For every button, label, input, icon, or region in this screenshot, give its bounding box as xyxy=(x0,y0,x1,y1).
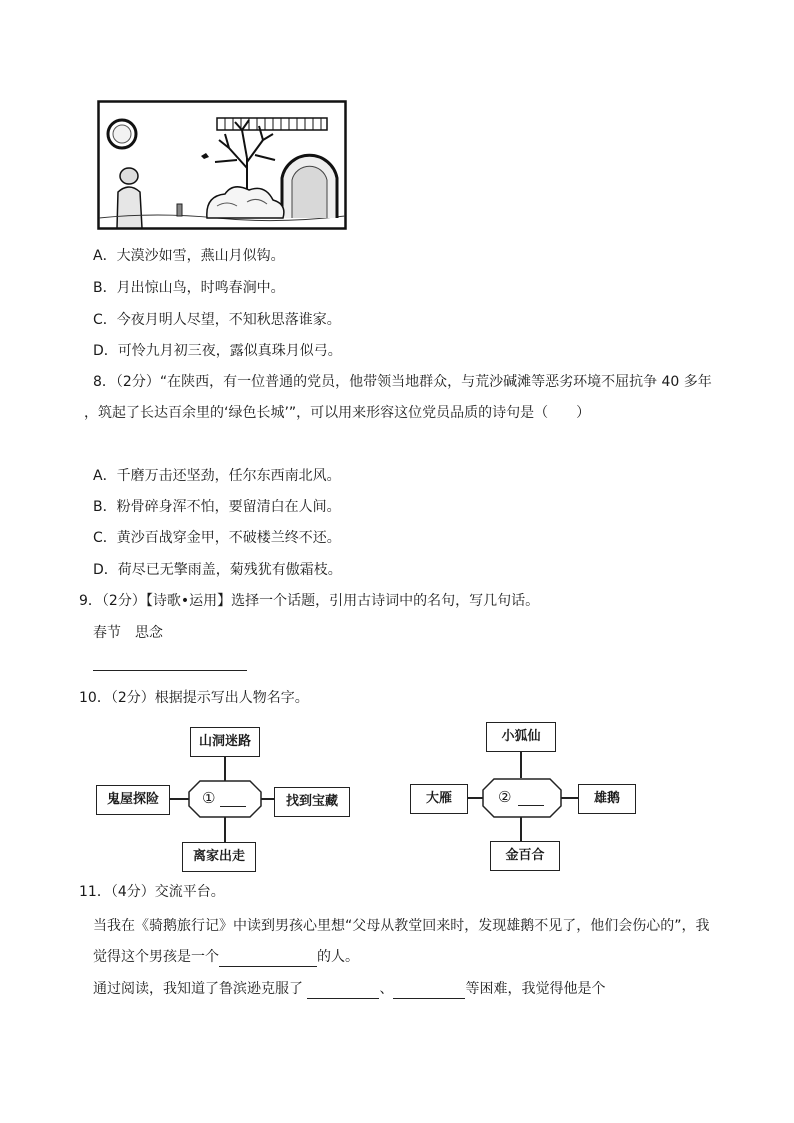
q11-p2-prefix: 通过阅读，我知道了鲁滨逊克服了 xyxy=(93,981,303,997)
q9-answer-line[interactable] xyxy=(93,670,247,671)
q10-answer-2-blank[interactable] xyxy=(518,789,544,806)
q11-p2-suffix: 等困难，我觉得他是个 xyxy=(465,981,606,997)
q8-option-a: A．千磨万击还坚劲，任尔东西南北风。 xyxy=(93,468,341,484)
q11-paragraph1-line1: 当我在《骑鹅旅行记》中读到男孩心里想“父母从教堂回来时，发现雄鹅不见了，他们会伤心的”，我 xyxy=(93,918,710,934)
q10-left-center-label: ① xyxy=(202,789,216,807)
q10-right-left-box: 大雁 xyxy=(410,784,468,814)
q11-title: 11．（4分）交流平台。 xyxy=(79,884,225,900)
q8-option-d: D．荷尽已无擎雨盖，菊残犹有傲霜枝。 xyxy=(93,562,342,578)
q11-paragraph2 xyxy=(93,979,605,999)
q7-option-b: B．月出惊山鸟，时鸣春涧中。 xyxy=(93,280,285,296)
q7-option-c: C．今夜月明人尽望，不知秋思落谁家。 xyxy=(93,312,341,328)
q8-option-c: C．黄沙百战穿金甲，不破楼兰终不还。 xyxy=(93,530,341,546)
q11-p1-prefix: 觉得这个男孩是一个 xyxy=(93,949,219,965)
q10-title: 10．（2分）根据提示写出人物名字。 xyxy=(79,690,309,706)
q11-p2-sep: 、 xyxy=(379,981,394,997)
q9-title: 9．（2分）【诗歌•运用】选择一个话题，引用古诗词中的名句，写几句话。 xyxy=(79,593,540,609)
q10-right-top-box: 小狐仙 xyxy=(486,722,556,752)
q9-topics: 春节 思念 xyxy=(93,625,163,641)
q7-option-a: A．大漠沙如雪，燕山月似钩。 xyxy=(93,248,285,264)
q11-blank-2[interactable] xyxy=(307,982,379,999)
q11-paragraph1-line2 xyxy=(93,947,359,967)
q10-left-left-box: 鬼屋探险 xyxy=(96,785,170,815)
q7-option-d: D．可怜九月初三夜，露似真珠月似弓。 xyxy=(93,343,342,359)
q10-answer-1-blank[interactable] xyxy=(220,790,246,807)
q10-left-right-box: 找到宝藏 xyxy=(274,787,350,817)
q11-p1-suffix: 的人。 xyxy=(317,949,359,965)
q10-right-right-box: 雄鹅 xyxy=(578,784,636,814)
q8-stem-line2: ，筑起了长达百余里的‘绿色长城’”，可以用来形容这位党员品质的诗句是（ ） xyxy=(84,405,591,421)
q11-blank-3[interactable] xyxy=(393,982,465,999)
q10-right-center-label: ② xyxy=(498,788,512,806)
q10-left-top-box: 山洞迷路 xyxy=(190,727,260,757)
moon-scene-illustration xyxy=(97,100,347,230)
q8-stem-line1: 8．（2分）“在陕西，有一位普通的党员，他带领当地群众，与荒沙碱滩等恶劣环境不屈抗争 40 多年 xyxy=(93,374,712,390)
q11-blank-1[interactable] xyxy=(219,950,317,967)
q8-option-b: B．粉骨碎身浑不怕，要留清白在人间。 xyxy=(93,499,341,515)
q10-right-bottom-box: 金百合 xyxy=(490,841,560,871)
q10-left-bottom-box: 离家出走 xyxy=(182,842,256,872)
